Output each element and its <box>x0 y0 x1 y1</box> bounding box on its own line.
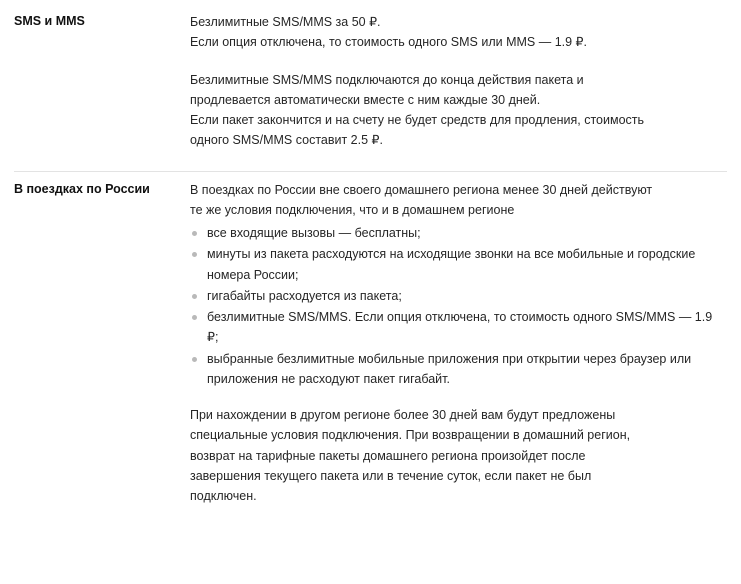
section-travel-russia <box>0 172 741 507</box>
section-sms-mms <box>0 0 741 151</box>
list-item: минуты из пакета расходуются на исходящие звонки на все мобильные и городские номера России; <box>190 244 719 285</box>
sms-option-disabled-line: Если опция отключена, то стоимость одного SMS или MMS — 1.9 ₽. <box>190 35 587 50</box>
travel-outro-line-2: специальные условия подключения. При возвращении в домашний регион, <box>190 428 631 443</box>
section-sms-mms-title: SMS и MMS <box>14 14 85 28</box>
sms-renewal-line-1: Безлимитные SMS/MMS подключаются до конца действия пакета и <box>190 72 584 87</box>
sms-out-of-funds-line-2: одного SMS/MMS составит 2.5 ₽. <box>190 133 383 148</box>
travel-outro-line-1: При нахождении в другом регионе более 30 дней вам будут предложены <box>190 408 616 422</box>
section-travel-label-column <box>14 180 190 198</box>
travel-outro-line-3: возврат на тарифные пакеты домашнего региона произойдет после <box>190 448 586 463</box>
travel-conditions-list <box>190 223 719 389</box>
section-travel-body <box>190 180 727 507</box>
travel-intro-line-2: те же условия подключения, что и в домашнем регионе <box>190 202 515 217</box>
list-item: гигабайты расходуется из пакета; <box>190 286 719 306</box>
section-travel-title: В поездках по России <box>14 181 150 196</box>
paragraph-spacer <box>190 53 719 70</box>
travel-outro-line-5: подключен. <box>190 489 257 503</box>
list-item: все входящие вызовы — бесплатны; <box>190 223 719 243</box>
travel-outro-line-4: завершения текущего пакета или в течение суток, если пакет не был <box>190 468 592 483</box>
travel-intro-line-1: В поездках по России вне своего домашнего региона менее 30 дней действуют <box>190 182 653 197</box>
list-item: выбранные безлимитные мобильные приложения при открытии через браузер или приложения не расходуют пакет гигабайт. <box>190 349 719 390</box>
section-sms-mms-label-column <box>14 12 190 30</box>
paragraph-spacer <box>190 390 719 405</box>
sms-out-of-funds-line-1: Если пакет закончится и на счету не будет средств для продления, стоимость <box>190 113 645 127</box>
sms-price-line: Безлимитные SMS/MMS за 50 ₽. <box>190 15 381 29</box>
sms-renewal-line-2: продлевается автоматически вместе с ним каждые 30 дней. <box>190 92 541 107</box>
list-item: безлимитные SMS/MMS. Если опция отключена, то стоимость одного SMS/MMS — 1.9 ₽; <box>190 307 719 348</box>
section-sms-mms-body <box>190 12 727 151</box>
